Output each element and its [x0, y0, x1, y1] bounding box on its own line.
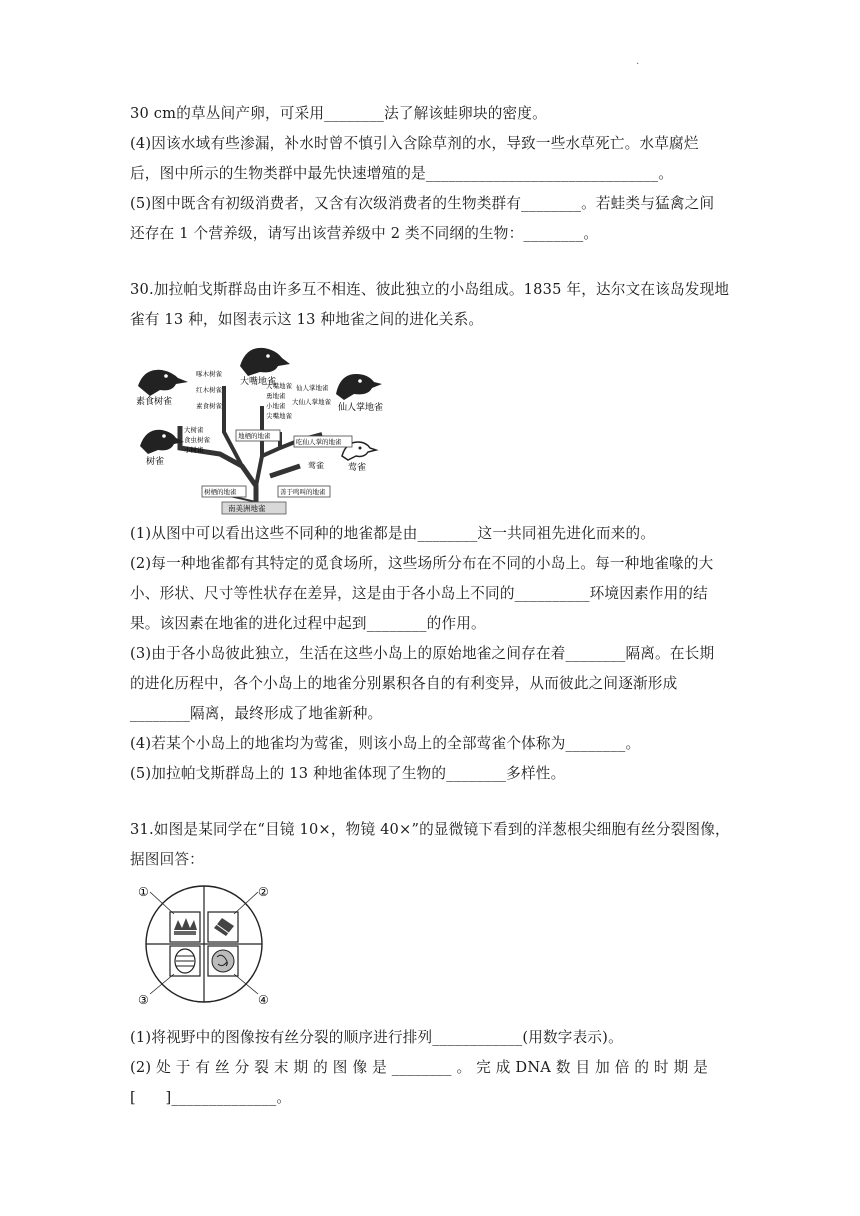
finch-species-label: 勇地雀	[266, 392, 286, 400]
finch-bird-icon	[240, 348, 290, 376]
finch-label-cactus: 仙人掌地雀	[338, 403, 384, 413]
q31-part2-line-1: (2) 处 于 有 丝 分 裂 末 期 的 图 像 是 ________ 。 完 成 DNA 数 目 加 倍 的 时 期 是	[130, 1059, 709, 1076]
cell-image-2	[208, 912, 238, 942]
finch-species-label: 尖嘴地雀	[266, 412, 292, 420]
finch-species-label: 仙人掌地雀	[296, 384, 329, 392]
q29-part4-line-2: 后，图中所示的生物类群中最先快速增殖的是_______________________________。	[130, 165, 674, 182]
cell-number-label-4: ④	[258, 993, 269, 1007]
root-label-south-american-finch: 南美洲地雀	[228, 504, 266, 513]
cell-number-label-1: ①	[138, 885, 149, 899]
finch-species-label: 素食树雀	[196, 402, 222, 410]
q31-stem-line-2: 据图回答：	[130, 851, 204, 868]
q29-part5-line-2: 还存在 1 个营养级，请写出该营养级中 2 类不同纲的生物：________。	[130, 225, 599, 242]
q30-part2-line-3: 果。该因素在地雀的进化过程中起到________的作用。	[130, 615, 486, 632]
finch-species-label: 食虫树雀	[184, 436, 210, 444]
q29-part4-line-1: (4)因该水域有些渗漏，补水时曾不慎引入含除草剂的水，导致一些水草死亡。水草腐烂	[130, 135, 699, 152]
finch-label-large-ground: 大嘴地雀	[240, 377, 277, 387]
q30-stem-line-1: 30.加拉帕戈斯群岛由许多互不相连、彼此独立的小岛组成。1835 年，达尔文在该岛发现地	[130, 281, 730, 298]
finch-label-vegetarian-tree: 素食树雀	[136, 397, 173, 407]
finch-species-label: 红木树雀	[196, 386, 222, 394]
q29-part5-line-1: (5)图中既含有初级消费者，又含有次级消费者的生物类群有________。若蛙类与猛禽之间	[130, 195, 715, 212]
q30-part3-line-1: (3)由于各小岛彼此独立，生活在这些小岛上的原始地雀之间存在着________隔离。在长期	[130, 645, 715, 662]
finch-species-label: 啄木树雀	[196, 370, 222, 378]
cactus-finch-box-label: 吃仙人掌的地雀	[296, 438, 342, 446]
finch-bird-icon	[140, 430, 184, 454]
q29-line-1: 30 cm的草丛间产卵，可采用________法了解该蛙卵块的密度。	[130, 105, 547, 122]
q30-part5: (5)加拉帕戈斯群岛上的 13 种地雀体现了生物的________多样性。	[130, 765, 566, 782]
q30-stem-line-2: 雀有 13 种，如图表示这 13 种地雀之间的进化关系。	[130, 311, 484, 328]
microscope-field-diagram	[130, 878, 280, 1008]
finch-species-label: 大树雀	[184, 426, 204, 434]
finch-label-warbler: 莺雀	[348, 463, 367, 473]
q30-part2-line-2: 小、形状、尺寸等性状存在差异，这是由于各小岛上不同的__________环境因素作用的结	[130, 585, 708, 602]
q30-part1: (1)从图中可以看出这些不同种的地雀都是由________这一共同祖先进化而来的。	[130, 525, 656, 542]
warbler-branch-label: 莺雀	[308, 461, 324, 470]
finch-species-label: 大嘴地雀	[266, 382, 292, 390]
q31-stem-line-1: 31.如图是某同学在“目镜 10×，物镜 40×”的显微镜下看到的洋葱根尖细胞有丝分裂图像，	[130, 821, 730, 838]
cell-image-3	[170, 946, 200, 976]
cell-image-1	[170, 912, 200, 942]
finch-bird-icon	[138, 370, 188, 396]
q30-part3-line-2: 的进化历程中，各个小岛上的地雀分别累积各自的有利变异，从而彼此之间逐渐形成	[130, 675, 678, 692]
finch-evolution-diagram	[130, 336, 390, 516]
singing-finch-box-label: 善于鸣叫的地雀	[280, 488, 326, 496]
finch-species-label: 小地雀	[266, 402, 286, 410]
q30-part4: (4)若某个小岛上的地雀均为莺雀，则该小岛上的全部莺雀个体称为________。	[130, 735, 641, 752]
finch-species-label: 小树雀	[184, 446, 204, 454]
q31-part1-text: (1)将视野中的图像按有丝分裂的顺序进行排列____________(用数字表示)。	[130, 1029, 623, 1046]
finch-label-tree: 树雀	[146, 457, 165, 467]
cell-image-4	[208, 946, 238, 976]
cell-number-label-3: ③	[138, 993, 149, 1007]
q30-part2-line-1: (2)每一种地雀都有其特定的觅食场所，这些场所分布在不同的小岛上。每一种地雀喙的大	[130, 555, 714, 572]
finch-species-label: 大仙人掌地雀	[292, 398, 331, 406]
finch-bird-icon	[336, 374, 382, 400]
cell-number-label-2: ②	[258, 885, 269, 899]
header-dot: .	[636, 56, 640, 67]
q31-part2-line-2: [ ]______________。	[130, 1089, 292, 1106]
q30-part3-line-3: ________隔离，最终形成了地雀新种。	[130, 705, 383, 722]
ground-finch-box-label: 地栖的地雀	[238, 432, 271, 440]
tree-finch-box-label: 树栖的地雀	[204, 488, 237, 496]
